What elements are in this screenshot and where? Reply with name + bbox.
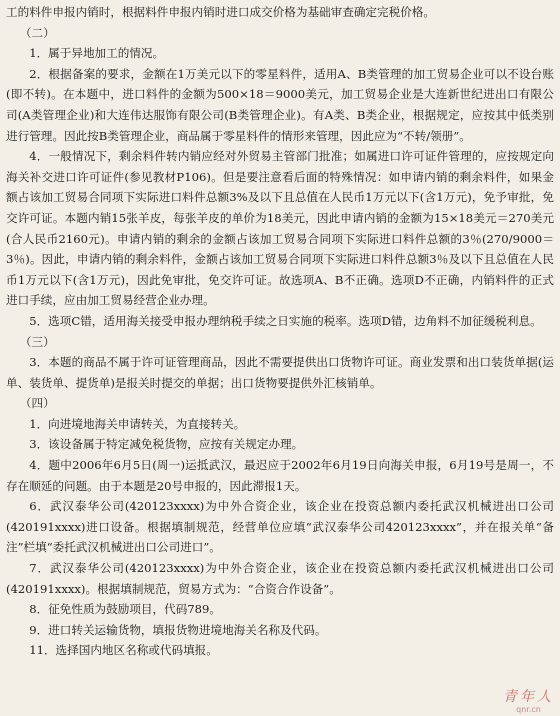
paragraph-7: 3．本题的商品不属于许可证管理商品，因此不需要提供出口货物许可证。商业发票和出口装货单据(运单、装货单、提货单)是报关时提交的单据；出口货物要提供外汇核销单。 — [6, 355, 554, 390]
paragraph-5: 5．选项C错，适用海关接受申报办理纳税手续之日实施的税率。选项D错，边角料不加征缓税利息。 — [29, 313, 542, 328]
section-heading-3: （三） — [19, 334, 55, 349]
watermark-text: 青年人 — [503, 689, 554, 705]
paragraph-2: 1．属于异地加工的情况。 — [29, 46, 165, 61]
document-body — [6, 2, 554, 661]
paragraph-16: 11．选择国内地区名称或代码填报。 — [29, 643, 218, 658]
paragraph-10: 3．该设备属于特定减免税货物，应按有关规定办理。 — [29, 437, 304, 452]
paragraph-3: 2．根据备案的要求，金额在1万美元以下的零星料件，适用A、B类管理的加工贸易企业可以不设台账(即不转)。在本题中，进口料件的金额为500×18＝9000美元，加工贸易企业是大连新世纪进出口有限公司(A类管理企业)和大连伟达服饰有限公司(B类管理企业)。有A类、B类企业，根据规定，应按其中低类别进行管理。因此按B类管理企业，商品属于零星料件的情形来管理，因此应为“不转/领册”。 — [6, 66, 554, 143]
paragraph-13: 7．武汉泰华公司(420123xxxx)为中外合资企业，该企业在投资总额内委托武汉机械进出口公司(420191xxxx)。根据填制规范，贸易方式为：“合资合作设备”。 — [6, 561, 554, 596]
watermark-logo — [503, 689, 554, 714]
paragraph-15: 9．进口转关运输货物，填报货物进境地海关名称及代码。 — [29, 622, 327, 637]
watermark-url: qnr.cn — [516, 705, 541, 714]
section-heading-2: （二） — [19, 25, 55, 40]
paragraph-14: 8．征免性质为鼓励项目，代码789。 — [29, 602, 222, 617]
paragraph-12: 6．武汉泰华公司(420123xxxx)为中外合资企业，该企业在投资总额内委托武汉机械进出口公司(420191xxxx)进口设备。根据填制规范，经营单位应填“武汉泰华公司420123xxxx”，并在报关单“备注”栏填“委托武汉机械进出口公司进口”。 — [6, 499, 554, 555]
paragraph-9: 1．向进境地海关申请转关，为直接转关。 — [29, 416, 246, 431]
section-heading-4: （四） — [19, 396, 55, 411]
paragraph-0: 工的料件申报内销时，根据料件申报内销时进口成交价格为基础审查确定完税价格。 — [6, 5, 435, 19]
paragraph-11: 4．题中2006年6月5日(周一)运抵武汉，最迟应于2002年6月19日向海关申报，6月19号是周一，不存在顺延的问题。由于本题是20号申报的，因此滞报1天。 — [6, 458, 554, 493]
paragraph-4: 4．一般情况下，剩余料件转内销应经对外贸易主管部门批准；如属进口许可证件管理的，应按规定向海关补交进口许可证件(参见教材P106)。但是要注意看后面的特殊情况：如申请内销的剩余料件，如果金额占该加工贸易合同项下实际进口料件总额3%及以下且总值在人民币1万元以下(含1万元)，免予审批，免交许可证。本题内销15张羊皮，每张羊皮的单价为18美元，因此申请内销的金额为15×18美元＝270美元(合人民币2160元)。申请内销的剩余的金额占该加工贸易合同项下实际进口料件总额的3％(270/9000＝3％)。因此，申请内销的剩余料件，金额占该加工贸易合同项下实际进口料件总额3％及以下且总值在人民币1万元以下(含1万元)，因此免审批，免交许可证。故选项A、B不正确。选项D不正确，内销料件的正式进口手续，应由加工贸易经营企业办理。 — [6, 149, 554, 308]
